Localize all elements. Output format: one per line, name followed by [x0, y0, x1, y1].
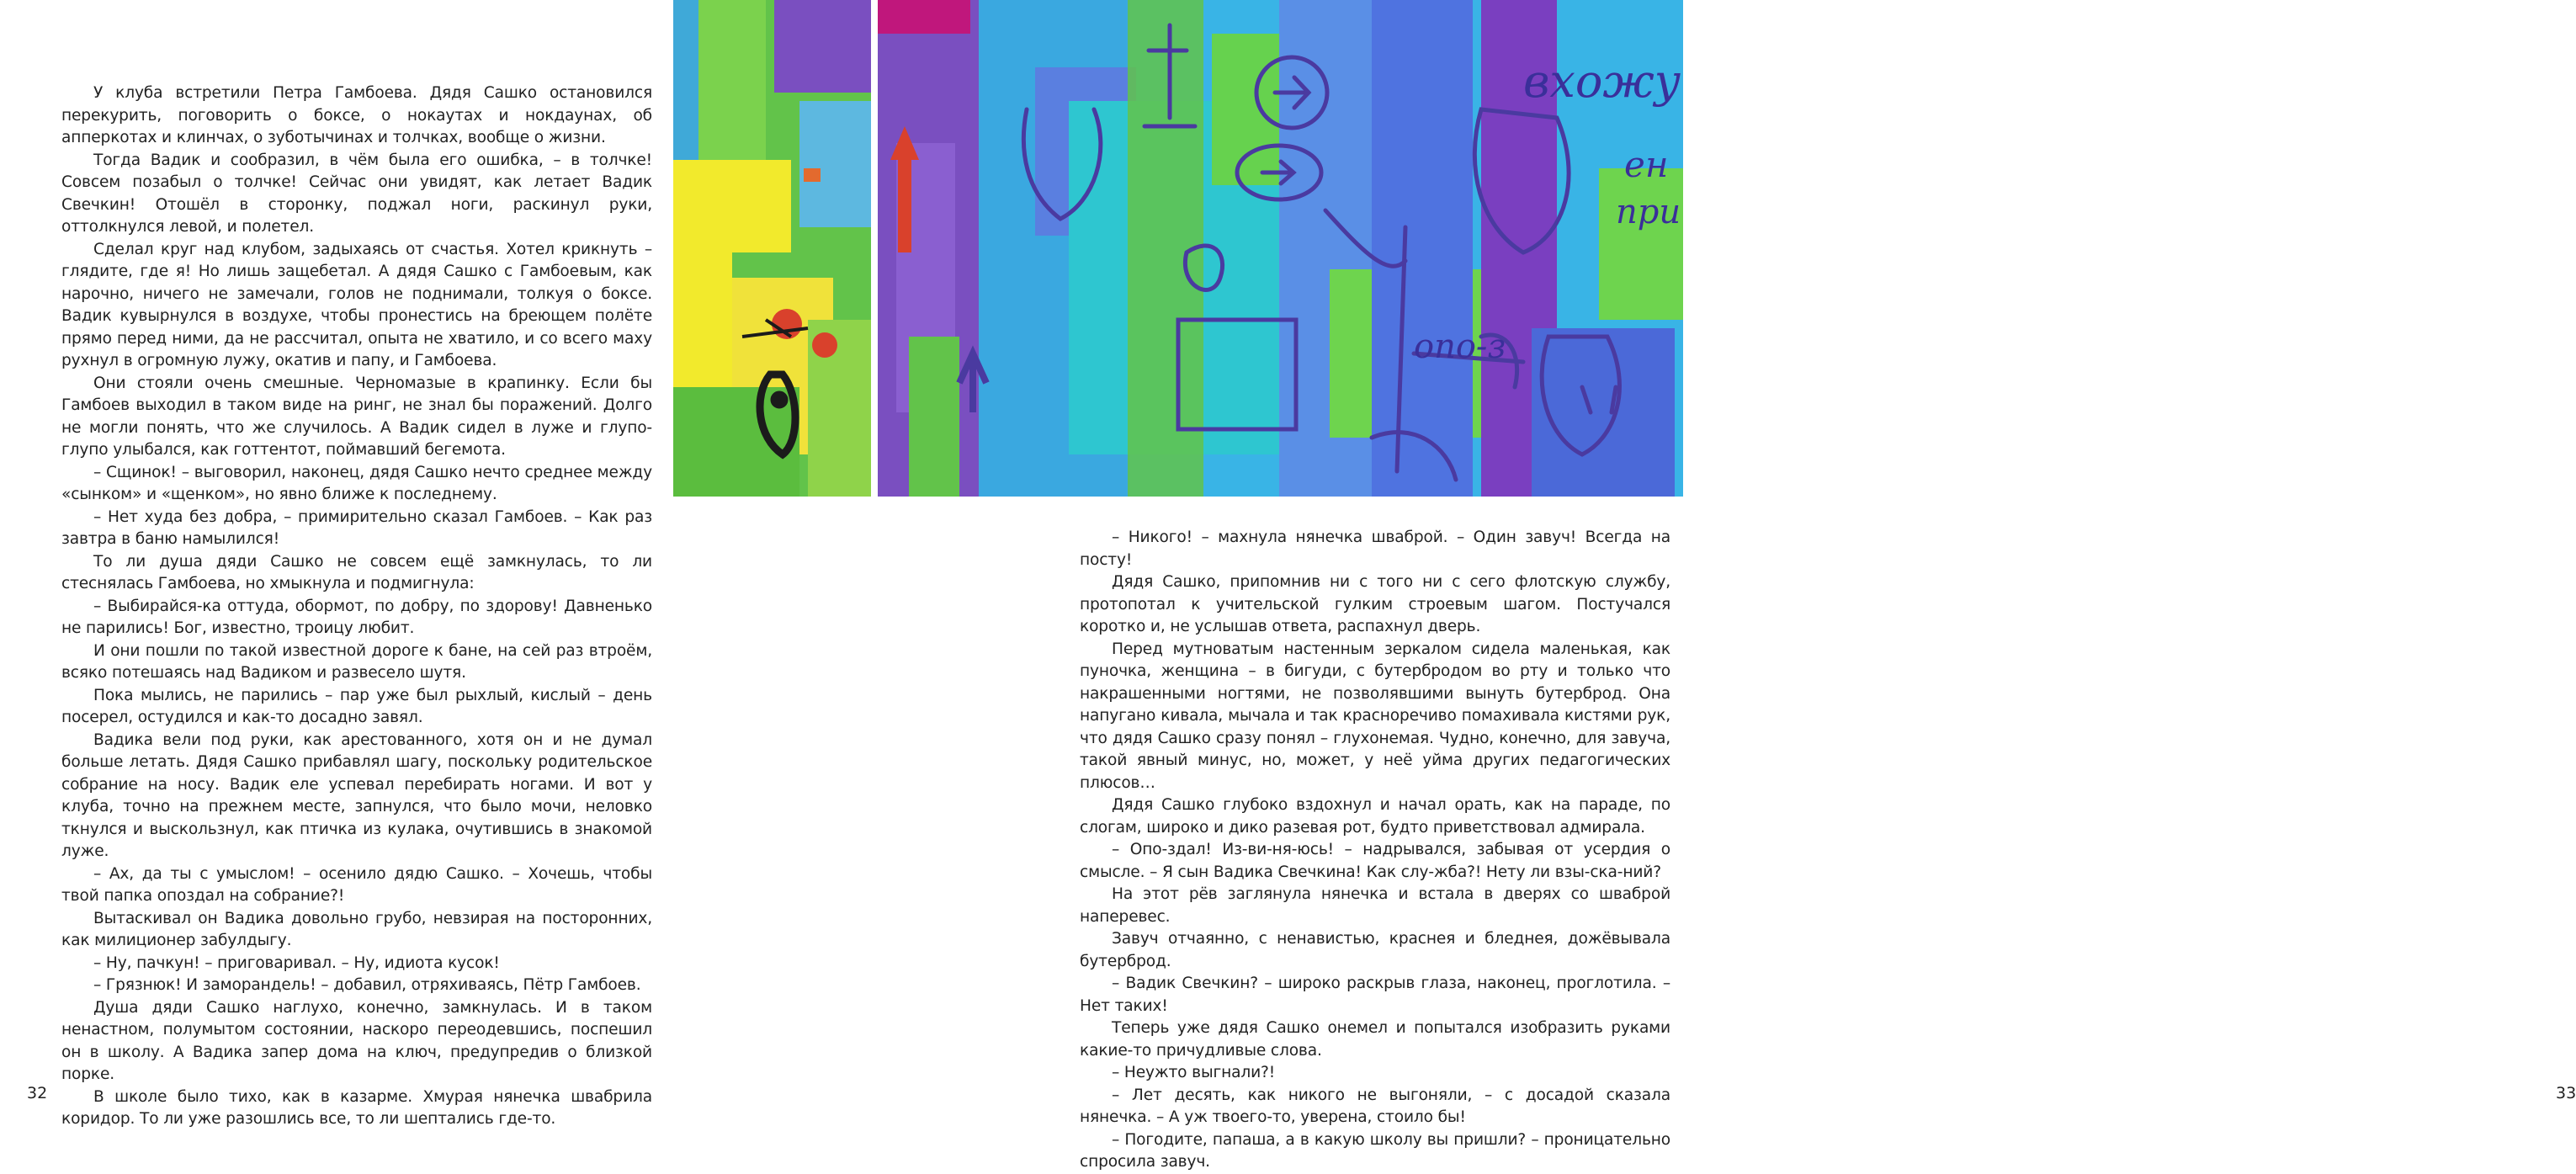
paragraph: В школе было тихо, как в казарме. Хмурая нянечка швабрила коридор. То ли уже разошлись все, то ли шептались где-то. [61, 1087, 652, 1128]
paragraph: То ли душа дяди Сашко не совсем ещё замкнулась, то ли стеснялась Гамбоева, но хмыкнула и подмигнула: [61, 552, 652, 592]
paragraph: Сделал круг над клубом, задыхаясь от счастья. Хотел крикнуть – глядите, где я! Но лишь защебетал. А дядя Сашко с Гамбоевым, как нарочно, ничего не замечали, голов не поднимали, толкуя о боксе. Вадик кувырнулся в воздухе, чтобы пронестись на бреющем полёте прямо перед ними, да не рассчитал, опыта не хватило, и со всего маху рухнул в огромную лужу, окатив и папу, и Гамбоева. [61, 240, 652, 369]
left-page-text [61, 82, 652, 1131]
paragraph: Вытаскивал он Вадика довольно грубо, невзирая на посторонних, как милиционер забулдыгу. [61, 909, 652, 949]
paragraph: – Погодите, папаша, а в какую школу вы пришли? – проницательно спросила завуч. [1080, 1130, 1670, 1171]
paragraph: Дядя Сашко, припомнив ни с того ни с сего флотскую службу, протопотал к учительской гулким строевым шагом. Постучался коротко и, не услышав ответа, распахнул дверь. [1080, 573, 1670, 635]
page-number-right: 33 [2556, 1084, 2576, 1102]
paragraph: Душа дяди Сашко наглухо, конечно, замкнулась. И в таком ненастном, полумытом состоянии, наскоро переодевшись, поспешил он в школу. А Вадика запер дома на ключ, предупредив о близкой порке. [61, 998, 652, 1083]
paragraph: – Вадик Свечкин? – широко раскрыв глаза, наконец, проглотила. – Нет таких! [1080, 975, 1670, 1015]
paragraph: Пока мылись, не парились – пар уже был рыхлый, кислый – день посерел, остудился и как-то досадно завял. [61, 686, 652, 726]
paragraph: Тогда Вадик и сообразил, в чём была его ошибка, – в толчке! Совсем позабыл о толчке! Сейчас они увидят, как летает Вадик Свечкин! Отошёл в сторонку, поджал ноги, раскинул руки, оттолкнулся левой, и полетел. [61, 151, 652, 236]
paragraph: – Ах, да ты с умыслом! – осенило дядю Сашко. – Хочешь, чтобы твой папка опоздал на собрание?! [61, 864, 652, 905]
paragraph: – Выбирайся-ка оттуда, обормот, по добру, по здорову! Давненько не парились! Бог, известно, троицу любит. [61, 597, 652, 637]
paragraph: – Лет десять, как никого не выгоняли, – с досадой сказала нянечка. – А уж твоего-то, уверена, стоило бы! [1080, 1086, 1670, 1126]
paragraph: И они пошли по такой известной дороге к бане, на сей раз втроём, всяко потешаясь над Вадиком и развесело шутя. [61, 641, 652, 682]
page-number-left: 32 [27, 1084, 48, 1102]
paragraph: Перед мутноватым настенным зеркалом сидела маленькая, как пуночка, женщина – в бигуди, с бутербродом во рту и только что накрашенными ногтями, не позволявшими вынуть бутерброд. Она напугано кивала, мычала и так красноречиво помахивала кистями рук, что дядя Сашко сразу понял – глухонемая. Чудно, конечно, для завуча, такой явный минус, но, может, у неё уйма других педагогических плюсов… [1080, 640, 1670, 792]
paragraph: – Никого! – махнула нянечка шваброй. – Один завуч! Всегда на посту! [1080, 529, 1670, 569]
paragraph: У клуба встретили Петра Гамбоева. Дядя Сашко остановился перекурить, поговорить о боксе, о нокаутах и нокдаунах, об апперкотах и клинчах, о зуботычинах и толчках, вообще о жизни. [61, 84, 652, 146]
paragraph: – Сщинок! – выговорил, наконец, дядя Сашко нечто среднее между «сынком» и «щенком», но явно ближе к последнему. [61, 463, 652, 503]
painted-word: при [1616, 193, 1681, 231]
paragraph: На этот рёв заглянула нянечка и встала в дверях со шваброй наперевес. [1080, 885, 1670, 926]
right-page-text [1080, 527, 1670, 1174]
paragraph: Они стояли очень смешные. Черномазые в крапинку. Если бы Гамбоев выходил в таком виде на ринг, не знал бы поражений. Долго не могли понять, что же случилось. А Вадик сидел в луже и глупо-глупо улыбался, как готтентот, поймавший бегемота. [61, 374, 652, 459]
painted-word: опо-з [1414, 327, 1506, 366]
painted-word: ен [1624, 144, 1669, 185]
paragraph: – Опо-здал! Из-ви-ня-юсь! – надрывался, забывая от усердия о смысле. – Я сын Вадика Свечкина! Как слу-жба?! Нету ли взы-ска-ний? [1080, 841, 1670, 881]
paragraph: Дядя Сашко глубоко вздохнул и начал орать, как на параде, по слогам, широко и дико разевая рот, будто приветствовал адмирала. [1080, 796, 1670, 837]
paragraph: – Нет худа без добра, – примирительно сказал Гамбоев. – Как раз завтра в баню намылился! [61, 507, 652, 548]
paragraph: – Грязнюк! И заморандель! – добавил, отряхиваясь, Пётр Гамбоев. [93, 976, 641, 994]
painted-word: вхожу [1523, 55, 1681, 108]
paragraph: – Неужто выгнали?! [1112, 1064, 1276, 1081]
paragraph: Вадика вели под руки, как арестованного, хотя он и не думал больше летать. Дядя Сашко прибавлял шагу, поскольку родительское собрание на носу. Вадик еле успевал перебирать ногами. И вот у клуба, точно на прежнем месте, запнулся, что было мочи, неловко ткнулся и выскользнул, как птичка из кулака, очутившись в знакомой луже. [61, 730, 652, 860]
paragraph: – Ну, пачкун! – приговаривал. – Ну, идиота кусок! [93, 954, 500, 972]
paragraph: Завуч отчаянно, с ненавистью, краснея и бледнея, дожёвывала бутерброд. [1080, 930, 1670, 970]
paragraph: Теперь уже дядя Сашко онемел и попытался изобразить руками какие-то причудливые слова. [1080, 1019, 1670, 1060]
